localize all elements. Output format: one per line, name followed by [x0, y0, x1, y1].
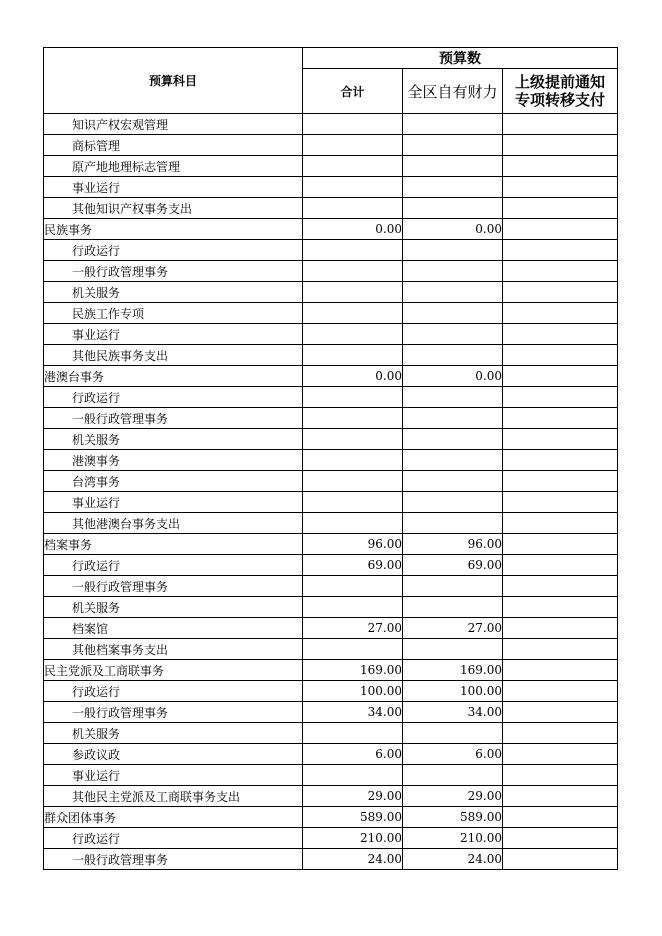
transfer-cell: [503, 534, 618, 555]
total-cell: [303, 345, 403, 366]
subject-cell: 其他民主党派及工商联事务支出: [44, 786, 303, 807]
transfer-cell: [503, 198, 618, 219]
table-row: [44, 408, 618, 429]
table-row: [44, 387, 618, 408]
transfer-cell: [503, 723, 618, 744]
total-cell: [303, 576, 403, 597]
transfer-cell: [503, 261, 618, 282]
own-funds-cell: [403, 177, 503, 198]
subject-cell: 一般行政管理事务: [44, 576, 303, 597]
transfer-cell: [503, 345, 618, 366]
subject-cell: 机关服务: [44, 429, 303, 450]
table-row: [44, 555, 618, 576]
own-funds-cell: 589.00: [403, 807, 503, 828]
table-row: [44, 156, 618, 177]
own-funds-column-header: 全区自有财力: [403, 69, 503, 114]
table-row: [44, 744, 618, 765]
transfer-cell: [503, 240, 618, 261]
total-cell: [303, 324, 403, 345]
total-cell: [303, 513, 403, 534]
table-row: [44, 828, 618, 849]
subject-cell: 一般行政管理事务: [44, 702, 303, 723]
total-cell: [303, 177, 403, 198]
total-cell: 96.00: [303, 534, 403, 555]
table-row: [44, 345, 618, 366]
own-funds-cell: 100.00: [403, 681, 503, 702]
transfer-cell: [503, 786, 618, 807]
subject-cell: 其他档案事务支出: [44, 639, 303, 660]
own-funds-cell: [403, 135, 503, 156]
own-funds-cell: 24.00: [403, 849, 503, 870]
total-cell: [303, 198, 403, 219]
subject-cell: 档案事务: [44, 534, 303, 555]
transfer-cell: [503, 429, 618, 450]
total-cell: 6.00: [303, 744, 403, 765]
own-funds-cell: 0.00: [403, 219, 503, 240]
total-cell: [303, 723, 403, 744]
subject-cell: 行政运行: [44, 828, 303, 849]
table-row: [44, 324, 618, 345]
table-row: [44, 702, 618, 723]
own-funds-cell: 169.00: [403, 660, 503, 681]
subject-cell: 行政运行: [44, 387, 303, 408]
total-cell: 0.00: [303, 366, 403, 387]
own-funds-cell: 0.00: [403, 366, 503, 387]
transfer-cell: [503, 114, 618, 135]
own-funds-cell: 96.00: [403, 534, 503, 555]
subject-cell: 其他知识产权事务支出: [44, 198, 303, 219]
transfer-header-line1: 上级提前通知: [515, 73, 606, 91]
subject-cell: 知识产权宏观管理: [44, 114, 303, 135]
own-funds-cell: [403, 114, 503, 135]
total-cell: [303, 450, 403, 471]
own-funds-cell: [403, 429, 503, 450]
total-cell: [303, 429, 403, 450]
own-funds-cell: 27.00: [403, 618, 503, 639]
table-row: [44, 450, 618, 471]
total-cell: [303, 135, 403, 156]
table-row: [44, 660, 618, 681]
subject-cell: 参政议政: [44, 744, 303, 765]
subject-cell: 事业运行: [44, 765, 303, 786]
table-row: [44, 807, 618, 828]
subject-cell: 一般行政管理事务: [44, 849, 303, 870]
subject-cell: 事业运行: [44, 177, 303, 198]
transfer-cell: [503, 555, 618, 576]
transfer-cell: [503, 807, 618, 828]
transfer-column-header: [503, 69, 618, 114]
own-funds-cell: [403, 387, 503, 408]
transfer-cell: [503, 450, 618, 471]
subject-cell: 机关服务: [44, 597, 303, 618]
total-cell: [303, 471, 403, 492]
transfer-cell: [503, 513, 618, 534]
transfer-cell: [503, 576, 618, 597]
total-cell: [303, 240, 403, 261]
transfer-cell: [503, 597, 618, 618]
table-row: [44, 492, 618, 513]
total-column-header: 合计: [303, 69, 403, 114]
subject-cell: 档案馆: [44, 618, 303, 639]
own-funds-cell: [403, 303, 503, 324]
total-cell: 29.00: [303, 786, 403, 807]
transfer-cell: [503, 492, 618, 513]
total-cell: 100.00: [303, 681, 403, 702]
total-cell: [303, 639, 403, 660]
subject-cell: 其他港澳台事务支出: [44, 513, 303, 534]
table-row: [44, 681, 618, 702]
table-row: [44, 471, 618, 492]
budget-table: [43, 47, 618, 870]
own-funds-cell: [403, 324, 503, 345]
own-funds-cell: 29.00: [403, 786, 503, 807]
own-funds-cell: [403, 345, 503, 366]
transfer-cell: [503, 324, 618, 345]
table-row: [44, 303, 618, 324]
total-cell: 24.00: [303, 849, 403, 870]
table-row: [44, 177, 618, 198]
own-funds-cell: [403, 576, 503, 597]
table-row: [44, 198, 618, 219]
transfer-cell: [503, 219, 618, 240]
budget-group-header: 预算数: [303, 48, 618, 69]
own-funds-cell: [403, 597, 503, 618]
total-cell: 27.00: [303, 618, 403, 639]
transfer-cell: [503, 681, 618, 702]
total-cell: [303, 156, 403, 177]
subject-cell: 商标管理: [44, 135, 303, 156]
table-row: [44, 219, 618, 240]
own-funds-cell: [403, 765, 503, 786]
table-row: [44, 261, 618, 282]
transfer-header-line2: 专项转移支付: [515, 91, 606, 109]
total-cell: [303, 261, 403, 282]
own-funds-cell: [403, 261, 503, 282]
total-cell: [303, 765, 403, 786]
transfer-cell: [503, 849, 618, 870]
subject-cell: 群众团体事务: [44, 807, 303, 828]
subject-cell: 港澳事务: [44, 450, 303, 471]
subject-cell: 机关服务: [44, 282, 303, 303]
subject-cell: 民主党派及工商联事务: [44, 660, 303, 681]
table-row: [44, 366, 618, 387]
total-cell: 0.00: [303, 219, 403, 240]
total-cell: [303, 282, 403, 303]
table-row: [44, 849, 618, 870]
transfer-cell: [503, 366, 618, 387]
table-row: [44, 534, 618, 555]
own-funds-cell: [403, 198, 503, 219]
own-funds-cell: [403, 450, 503, 471]
transfer-cell: [503, 408, 618, 429]
table-row: [44, 240, 618, 261]
own-funds-cell: [403, 492, 503, 513]
table-body: [44, 114, 618, 870]
transfer-cell: [503, 303, 618, 324]
transfer-cell: [503, 177, 618, 198]
own-funds-cell: [403, 723, 503, 744]
subject-cell: 民族工作专项: [44, 303, 303, 324]
table-row: [44, 429, 618, 450]
table-row: [44, 723, 618, 744]
subject-cell: 行政运行: [44, 555, 303, 576]
subject-cell: 事业运行: [44, 492, 303, 513]
total-cell: [303, 387, 403, 408]
total-cell: [303, 597, 403, 618]
transfer-cell: [503, 765, 618, 786]
subject-cell: 原产地地理标志管理: [44, 156, 303, 177]
table-header: [44, 48, 618, 114]
own-funds-cell: [403, 282, 503, 303]
table-row: [44, 597, 618, 618]
own-funds-cell: 6.00: [403, 744, 503, 765]
transfer-cell: [503, 639, 618, 660]
subject-cell: 一般行政管理事务: [44, 408, 303, 429]
transfer-cell: [503, 660, 618, 681]
subject-cell: 港澳台事务: [44, 366, 303, 387]
own-funds-cell: [403, 408, 503, 429]
total-cell: 34.00: [303, 702, 403, 723]
table-row: [44, 618, 618, 639]
own-funds-cell: [403, 240, 503, 261]
total-cell: 169.00: [303, 660, 403, 681]
table-row: [44, 765, 618, 786]
subject-cell: 事业运行: [44, 324, 303, 345]
own-funds-cell: [403, 156, 503, 177]
transfer-cell: [503, 828, 618, 849]
subject-cell: 行政运行: [44, 240, 303, 261]
total-cell: [303, 408, 403, 429]
table-row: [44, 135, 618, 156]
table-row: [44, 786, 618, 807]
subject-cell: 民族事务: [44, 219, 303, 240]
total-cell: [303, 114, 403, 135]
subject-column-header: 预算科目: [44, 48, 303, 114]
own-funds-cell: 34.00: [403, 702, 503, 723]
transfer-cell: [503, 471, 618, 492]
table-row: [44, 114, 618, 135]
total-cell: [303, 303, 403, 324]
total-cell: 69.00: [303, 555, 403, 576]
transfer-cell: [503, 282, 618, 303]
own-funds-cell: [403, 639, 503, 660]
total-cell: 589.00: [303, 807, 403, 828]
table-row: [44, 576, 618, 597]
own-funds-cell: [403, 513, 503, 534]
transfer-cell: [503, 744, 618, 765]
own-funds-cell: 210.00: [403, 828, 503, 849]
transfer-cell: [503, 702, 618, 723]
transfer-cell: [503, 156, 618, 177]
subject-cell: 行政运行: [44, 681, 303, 702]
transfer-cell: [503, 618, 618, 639]
total-cell: 210.00: [303, 828, 403, 849]
transfer-cell: [503, 135, 618, 156]
table-row: [44, 639, 618, 660]
subject-cell: 台湾事务: [44, 471, 303, 492]
own-funds-cell: [403, 471, 503, 492]
transfer-cell: [503, 387, 618, 408]
own-funds-cell: 69.00: [403, 555, 503, 576]
subject-cell: 其他民族事务支出: [44, 345, 303, 366]
subject-cell: 机关服务: [44, 723, 303, 744]
total-cell: [303, 492, 403, 513]
subject-cell: 一般行政管理事务: [44, 261, 303, 282]
table-row: [44, 282, 618, 303]
table-row: [44, 513, 618, 534]
